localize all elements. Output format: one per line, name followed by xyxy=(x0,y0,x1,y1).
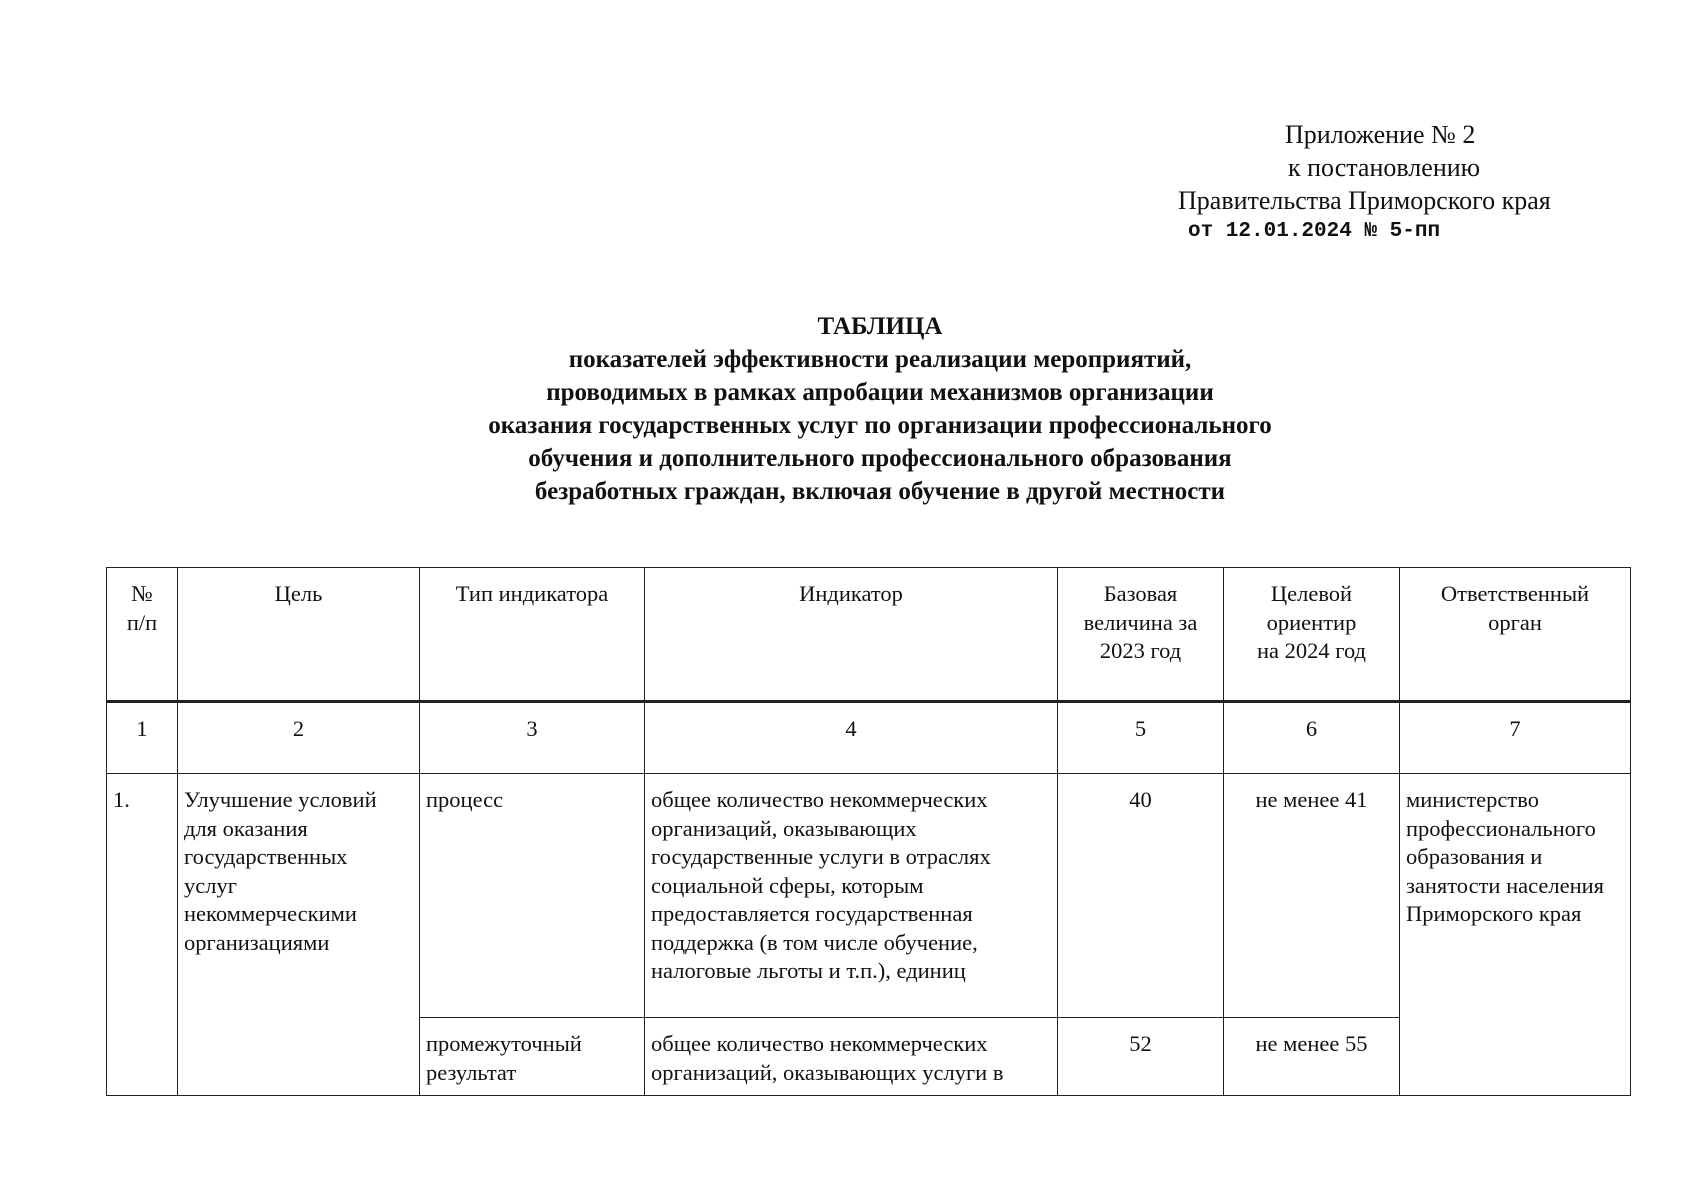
target-value-cell: не менее 41 xyxy=(1224,774,1400,1018)
header-cell-indicator: Индикатор xyxy=(645,568,1058,702)
column-number-cell: 2 xyxy=(178,702,420,774)
header-cell-number: № п/п xyxy=(107,568,178,702)
header-cell-responsible: Ответственный орган xyxy=(1400,568,1631,702)
base-value-cell: 40 xyxy=(1058,774,1224,1018)
target-value-cell: не менее 55 xyxy=(1224,1018,1400,1096)
appendix-government: Правительства Приморского края xyxy=(1178,186,1551,215)
header-cell-goal: Цель xyxy=(178,568,420,702)
indicator-cell: общее количество некоммерческих организаций, оказывающих государственные услуги в отраслях социальной сферы, которым предоставляется государственная поддержка (в том числе обучение, налоговые льготы и т.п.), единиц xyxy=(645,774,1058,1018)
column-number-cell: 1 xyxy=(107,702,178,774)
type-cell: промежуточный результат xyxy=(420,1018,645,1096)
indicator-cell: общее количество некоммерческих организаций, оказывающих услуги в xyxy=(645,1018,1058,1096)
title-line: обучения и дополнительного профессионального образования xyxy=(528,445,1232,472)
title-heading: ТАБЛИЦА xyxy=(817,313,943,340)
column-number-cell: 7 xyxy=(1400,702,1631,774)
document-title xyxy=(0,310,1700,508)
header-cell-base: Базовая величина за 2023 год xyxy=(1058,568,1224,702)
column-number-cell: 6 xyxy=(1224,702,1400,774)
row-number-cell: 1. xyxy=(107,774,178,1096)
column-number-cell: 5 xyxy=(1058,702,1224,774)
appendix-block xyxy=(1130,118,1650,247)
type-cell: процесс xyxy=(420,774,645,1018)
appendix-date: от 12.01.2024 № 5-пп xyxy=(1188,220,1441,243)
goal-cell: Улучшение условий для оказания государственных услуг некоммерческими организациями xyxy=(178,774,420,1096)
indicators-table xyxy=(106,567,1631,1096)
appendix-resolution: к постановлению xyxy=(1288,153,1481,182)
title-line: безработных граждан, включая обучение в другой местности xyxy=(534,478,1226,505)
column-number-cell: 3 xyxy=(420,702,645,774)
appendix-number: Приложение № 2 xyxy=(1285,120,1476,149)
column-number-cell: 4 xyxy=(645,702,1058,774)
table-row xyxy=(107,774,1631,1018)
title-line: оказания государственных услуг по организации профессионального xyxy=(488,412,1272,439)
table-header-row xyxy=(107,568,1631,702)
header-cell-type: Тип индикатора xyxy=(420,568,645,702)
header-cell-target: Целевой ориентир на 2024 год xyxy=(1224,568,1400,702)
responsible-cell: министерство профессионального образования и занятости населения Приморского края xyxy=(1400,774,1631,1096)
title-line: проводимых в рамках апробации механизмов организации xyxy=(546,379,1214,406)
title-line: показателей эффективности реализации мероприятий, xyxy=(568,346,1192,373)
base-value-cell: 52 xyxy=(1058,1018,1224,1096)
column-number-row xyxy=(107,702,1631,774)
